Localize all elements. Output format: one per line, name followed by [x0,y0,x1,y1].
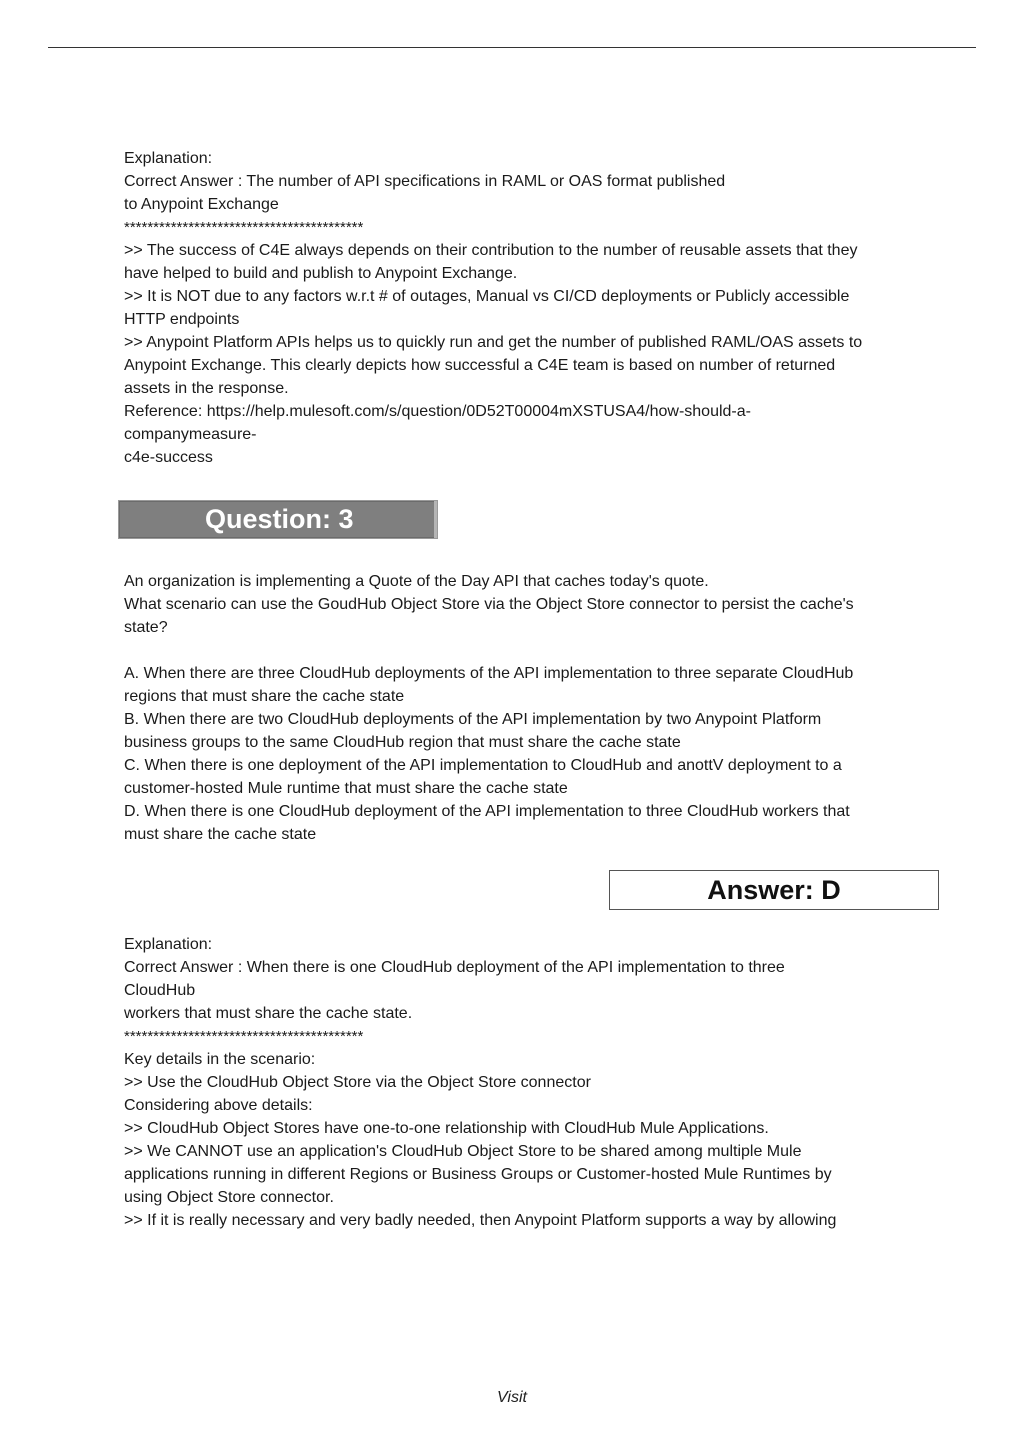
answer-box [609,870,939,910]
footer-visit-text: Visit [497,1389,527,1406]
text-line: Correct Answer : When there is one CloudHub deployment of the API implementation to three [124,959,785,976]
text-line: >> It is NOT due to any factors w.r.t # of outages, Manual vs CI/CD deployments or Publicly accessible [124,288,850,305]
separator-stars: ***************************************** [124,1028,364,1045]
text-line: CloudHub [124,982,196,999]
text-line: >> The success of C4E always depends on their contribution to the number of reusable assets that they [124,242,858,259]
question-text [124,570,934,639]
option-c: C. When there is one deployment of the API implementation to CloudHub and anottV deployment to a [124,757,842,774]
text-line: Explanation: [124,150,213,167]
text-line: to Anypoint Exchange [124,196,279,213]
answer-options [124,662,934,846]
explanation-block-q3 [124,933,934,1232]
separator-stars: ***************************************** [124,219,364,236]
text-line: workers that must share the cache state. [124,1005,413,1022]
option-c-cont: customer-hosted Mule runtime that must share the cache state [124,780,568,797]
text-line: have helped to build and publish to Anypoint Exchange. [124,265,518,282]
text-line: Key details in the scenario: [124,1051,316,1068]
reference-line: Reference: https://help.mulesoft.com/s/question/0D52T00004mXSTUSA4/how-should-a- [124,403,751,420]
option-d: D. When there is one CloudHub deployment of the API implementation to three CloudHub workers that [124,803,850,820]
header-rule [48,47,976,48]
text-line: HTTP endpoints [124,311,240,328]
question-line: state? [124,619,168,636]
text-line: >> Anypoint Platform APIs helps us to quickly run and get the number of published RAML/OAS assets to [124,334,863,351]
text-line: Considering above details: [124,1097,313,1114]
question-line: An organization is implementing a Quote of the Day API that caches today's quote. [124,573,709,590]
option-b-cont: business groups to the same CloudHub region that must share the cache state [124,734,681,751]
question-line: What scenario can use the GoudHub Object Store via the Object Store connector to persist the cache's [124,596,854,613]
option-b: B. When there are two CloudHub deployments of the API implementation by two Anypoint Platform [124,711,822,728]
text-line: assets in the response. [124,380,289,397]
reference-line: companymeasure- [124,426,257,443]
question-banner [118,500,438,539]
banner-edge [434,501,437,538]
text-line: >> CloudHub Object Stores have one-to-one relationship with CloudHub Mule Applications. [124,1120,769,1137]
text-line: using Object Store connector. [124,1189,334,1206]
text-line: >> We CANNOT use an application's CloudHub Object Store to be shared among multiple Mule [124,1143,802,1160]
text-line: >> Use the CloudHub Object Store via the Object Store connector [124,1074,591,1091]
text-line: >> If it is really necessary and very badly needed, then Anypoint Platform supports a way by allowing [124,1212,837,1229]
text-line: applications running in different Regions or Business Groups or Customer-hosted Mule Runtimes by [124,1166,832,1183]
text-line: Anypoint Exchange. This clearly depicts how successful a C4E team is based on number of returned [124,357,836,374]
text-line: Explanation: [124,936,213,953]
answer-label: Answer: D [707,875,841,905]
explanation-block-q2 [124,147,934,469]
question-number: Question: 3 [205,504,354,534]
text-line: Correct Answer : The number of API specifications in RAML or OAS format published [124,173,726,190]
option-a-cont: regions that must share the cache state [124,688,405,705]
option-d-cont: must share the cache state [124,826,317,843]
option-a: A. When there are three CloudHub deployments of the API implementation to three separate CloudHub [124,665,854,682]
reference-line: c4e-success [124,449,213,466]
